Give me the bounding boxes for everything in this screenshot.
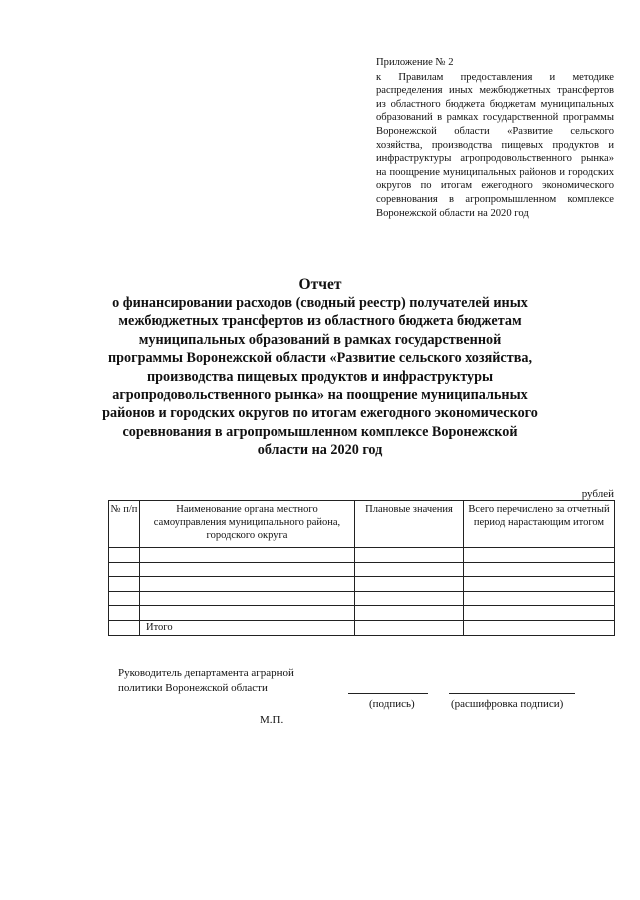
- appendix-block: [376, 56, 614, 220]
- table-row: [109, 606, 615, 621]
- report-title: Отчет: [298, 276, 342, 293]
- report-table: [108, 500, 615, 636]
- table-cell: [109, 591, 140, 606]
- table-cell: [464, 606, 615, 621]
- signature-decode-caption: (расшифровка подписи): [451, 698, 564, 710]
- table-cell: [109, 577, 140, 592]
- table-cell: [355, 562, 464, 577]
- table-row: [109, 562, 615, 577]
- total-row: [109, 620, 615, 635]
- table-cell: [355, 548, 464, 563]
- header-row: [109, 501, 615, 548]
- report-heading: [100, 275, 540, 460]
- table-cell: [355, 591, 464, 606]
- signer-position-line1: Руководитель департамента аграрной: [118, 667, 294, 679]
- total-cell-transferred: [464, 620, 615, 635]
- total-cell-number: [109, 620, 140, 635]
- header-organization: Наименование органа местного самоуправления муниципального района, городского округа: [140, 501, 355, 548]
- report-subtitle: о финансировании расходов (сводный реестр) получателей иных межбюджетных трансфертов из областного бюджета бюджетам муниципальных образований в рамках государственной программы Воронежской области «Развитие сельского хозяйства, производства пищевых продуктов и инфраструктуры агропродовольственного рынка» на поощрение муниципальных районов и городских округов по итогам ежегодного экономического соревнования в агропромышленном комплексе Воронежской области на 2020 год: [102, 295, 538, 459]
- signature-block: [118, 666, 418, 695]
- total-cell-planned: [355, 620, 464, 635]
- table-row: [109, 577, 615, 592]
- signer-position-line2: политики Воронежской области: [118, 681, 268, 694]
- table-cell: [355, 606, 464, 621]
- appendix-title: Приложение № 2: [376, 57, 454, 68]
- table-cell: [109, 606, 140, 621]
- report-table-body: [109, 548, 615, 636]
- appendix-body: к Правилам предоставления и методике распределения иных межбюджетных трансфертов из областного бюджета бюджетам муниципальных образований в рамках государственной программы Воронежской области «Развитие сельского хозяйства, производства пищевых продуктов и инфраструктуры агропродовольственного рынка» на поощрение муниципальных районов и городских округов по итогам ежегодного экономического соревнования в агропромышленном комплексе Воронежской области на 2020 год: [376, 71, 614, 219]
- table-cell: [140, 591, 355, 606]
- report-table-header: [109, 501, 615, 548]
- table-cell: [464, 562, 615, 577]
- header-planned: Плановые значения: [355, 501, 464, 548]
- table-cell: [140, 577, 355, 592]
- table-cell: [464, 577, 615, 592]
- table-cell: [140, 548, 355, 563]
- table-cell: [464, 548, 615, 563]
- signature-caption: (подпись): [369, 698, 415, 710]
- table-cell: [464, 591, 615, 606]
- table-row: [109, 591, 615, 606]
- table-cell: [109, 548, 140, 563]
- table-cell: [140, 606, 355, 621]
- header-number: № п/п: [109, 501, 140, 548]
- table-cell: [109, 562, 140, 577]
- signature-decode-line: [449, 693, 575, 694]
- table-cell: [140, 562, 355, 577]
- table-cell: [355, 577, 464, 592]
- header-transferred: Всего перечислено за отчетный период нарастающим итогом: [464, 501, 615, 548]
- seal-mark: М.П.: [260, 714, 284, 726]
- signature-line: [348, 693, 428, 694]
- currency-unit: рублей: [581, 488, 614, 500]
- total-label: Итого: [140, 620, 355, 635]
- table-row: [109, 548, 615, 563]
